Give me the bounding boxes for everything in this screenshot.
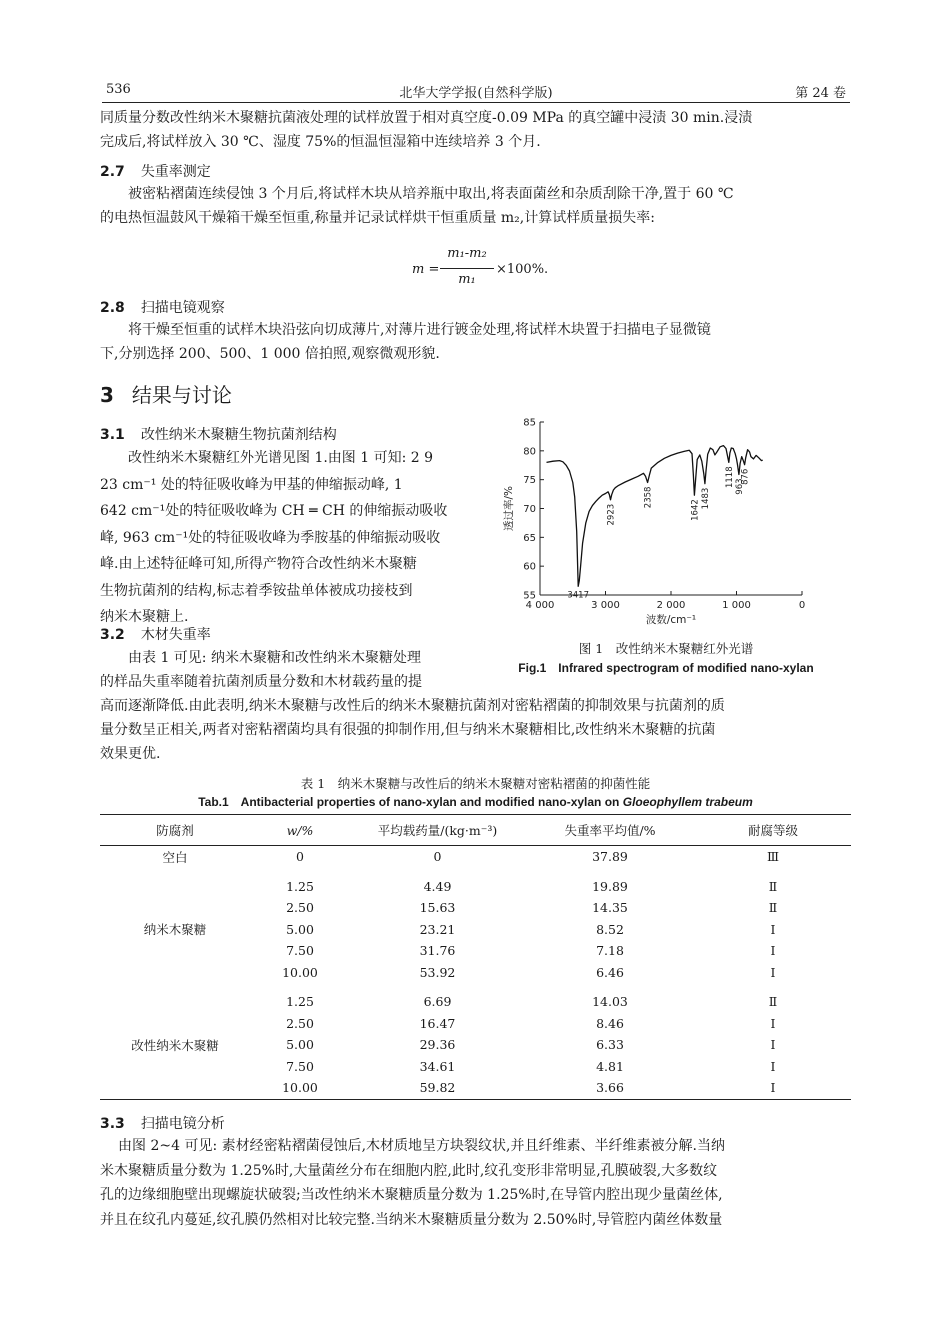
cell: 19.89: [592, 878, 628, 894]
col-header-loading: 平均载药量/(kg·m⁻³): [350, 815, 525, 846]
cell: 15.63: [419, 900, 456, 916]
section-number: 2.8: [100, 300, 125, 316]
table-row: [100, 991, 851, 1013]
section-title: 改性纳米木聚糖生物抗菌剂结构: [140, 427, 337, 443]
cell: Ⅰ: [770, 964, 776, 980]
section-heading-3-2: [100, 624, 211, 644]
section-number: 3.1: [100, 427, 125, 443]
text-line: 由表 1 可见: 纳米木聚糖和改性纳米木聚糖处理: [128, 650, 421, 666]
y-tick-label: 80: [523, 446, 536, 458]
section-number: 2.7: [100, 164, 125, 180]
fraction-bar: [440, 268, 494, 269]
cell: 5.00: [286, 921, 314, 937]
volume-label: 第 24 卷: [795, 86, 846, 101]
text-line: 的样品失重率随着抗菌剂质量分数和木材载药量的提: [100, 674, 422, 690]
cell: 8.46: [596, 1015, 624, 1031]
peak-label: 963: [734, 478, 745, 495]
group-label-nano: 纳米木聚糖: [143, 922, 207, 938]
peak-label: 1118: [724, 466, 735, 489]
y-tick-label: 85: [523, 417, 536, 429]
cell: 59.82: [419, 1080, 456, 1096]
text-line: 改性纳米木聚糖红外光谱见图 1.由图 1 可知: 2 9: [128, 450, 434, 466]
paragraph-3-2-narrow: [100, 646, 492, 694]
intro-paragraph: [100, 106, 852, 154]
section-heading-3: [100, 379, 232, 408]
paragraph-3-3: [100, 1134, 852, 1232]
x-tick-label: 4 000: [525, 600, 555, 611]
section-title: 木材失重率: [140, 627, 211, 643]
cell: 1.25: [286, 994, 314, 1010]
ir-spectrum-chart: [496, 410, 836, 642]
section-heading-3-3: [100, 1113, 225, 1133]
peak-label: 3417: [567, 590, 590, 601]
section-title: 扫描电镜分析: [140, 1116, 225, 1132]
peak-label: 2923: [606, 503, 617, 526]
x-tick-label: 0: [798, 600, 806, 611]
cell: 7.50: [286, 943, 314, 959]
cell: Ⅲ: [766, 849, 780, 865]
y-tick-label: 65: [523, 532, 536, 544]
peak-label: 876: [740, 468, 751, 485]
col-header-preservative: 防腐剂: [100, 815, 250, 846]
section-number: 3.3: [100, 1116, 125, 1132]
cell: 14.35: [592, 900, 628, 916]
text-line: 完成后,将试样放入 30 ℃、湿度 75%的恒温恒湿箱中连续培养 3 个月.: [100, 134, 541, 150]
text-line: 被密粘褶菌连续侵蚀 3 个月后,将试样木块从培养瓶中取出,将表面菌丝和杂质刮除干净,置于 60 ℃: [128, 186, 734, 202]
text-line: 23 cm⁻¹ 处的特征吸收峰为甲基的伸缩振动峰, 1: [100, 476, 403, 493]
x-axis-label: 波数/cm⁻¹: [645, 614, 697, 626]
x-tick-label: 1 000: [722, 600, 751, 611]
text-line: 将干燥至恒重的试样木块沿弦向切成薄片,对薄片进行镀金处理,将试样木块置于扫描电子显微镜: [128, 322, 711, 338]
y-tick-label: 60: [523, 561, 536, 573]
section-title: 扫描电镜观察: [140, 300, 225, 316]
cell: 1.25: [286, 878, 314, 894]
paragraph-2-7: [100, 182, 852, 230]
text-line: 峰.由上述特征峰可知,所得产物符合改性纳米木聚糖: [100, 556, 417, 572]
text-line: 生物抗菌剂的结构,标志着季铵盐单体被成功接枝到: [100, 582, 413, 599]
table-1: [100, 814, 851, 1100]
cell: 4.49: [423, 878, 452, 894]
cell: Ⅰ: [770, 1058, 776, 1074]
peak-label: 2358: [643, 486, 654, 509]
cell: Ⅱ: [768, 994, 778, 1010]
y-tick-label: 70: [523, 504, 536, 515]
formula-rhs: ×100%.: [496, 262, 549, 277]
section-number: 3.2: [100, 627, 125, 643]
cell: Ⅰ: [770, 1037, 776, 1053]
text-line: 量分数呈正相关,两者对密粘褶菌均具有很强的抑制作用,但与纳米木聚糖相比,改性纳米木聚糖的抗菌: [100, 722, 716, 738]
y-axis-label: 透过率/%: [503, 485, 515, 532]
cell: 16.47: [419, 1015, 456, 1031]
page-number: 536: [106, 82, 131, 97]
cell: Ⅱ: [768, 878, 778, 894]
section-heading-2-7: [100, 161, 211, 181]
section-number: 3: [100, 383, 114, 407]
text-line: 同质量分数改性纳米木聚糖抗菌液处理的试样放置于相对真空度-0.09 MPa 的真空罐中浸渍 30 min.浸渍: [100, 110, 753, 126]
journal-title: 北华大学学报(自然科学版): [399, 86, 553, 101]
col-header-grade: 耐腐等级: [695, 815, 851, 846]
cell: Ⅰ: [770, 943, 776, 959]
paragraph-2-8: [100, 318, 852, 366]
text-line: 642 cm⁻¹处的特征吸收峰为 CH ═ CH 的伸缩振动吸收: [100, 503, 448, 519]
text-line: 高而逐渐降低.由此表明,纳米木聚糖与改性后的纳米木聚糖抗菌剂对密粘褶菌的抑制效果与抗菌剂的质: [100, 698, 725, 714]
cell: Ⅰ: [770, 1080, 776, 1096]
formula-denominator: m₁: [458, 272, 476, 287]
cell: 37.89: [592, 849, 628, 865]
cell: 2.50: [286, 1015, 314, 1031]
cell: 6.46: [596, 964, 624, 980]
table-caption-en-text: Tab.1 Antibacterial properties of nano-xylan and modified nano-xylan on: [198, 795, 623, 809]
running-header: [102, 80, 850, 103]
text-line: 效果更优.: [100, 746, 161, 762]
x-tick-label: 2 000: [656, 600, 686, 611]
formula-numerator: m₁-m₂: [447, 246, 487, 261]
x-tick-label: 3 000: [591, 600, 620, 611]
table-row: [100, 846, 851, 868]
text-line: 米木聚糖质量分数为 1.25%时,大量菌丝分布在细胞内腔,此时,纹孔变形非常明显,孔膜破裂,大多数纹: [100, 1162, 718, 1179]
cell: 23.21: [419, 921, 456, 937]
cell: 34.61: [419, 1058, 456, 1074]
text-line: 纳米木聚糖上.: [100, 609, 189, 625]
formula-lhs: m =: [412, 262, 440, 277]
cell: Ⅰ: [770, 921, 776, 937]
text-line: 孔的边缘细胞壁出现螺旋状破裂;当改性纳米木聚糖质量分数为 1.25%时,在导管内腔出现少量菌丝体,: [100, 1187, 723, 1203]
paragraph-3-1: [100, 445, 492, 631]
figure-caption-cn: 图 1 改性纳米木聚糖红外光谱: [578, 641, 754, 656]
text-line: 峰, 963 cm⁻¹处的特征吸收峰为季胺基的伸缩振动吸收: [100, 529, 441, 546]
y-tick-label: 55: [523, 590, 536, 602]
text-line: 由图 2~4 可见: 素材经密粘褶菌侵蚀后,木材质地呈方块裂纹状,并且纤维素、半纤维素被分解.当纳: [118, 1138, 725, 1154]
section-heading-3-1: [100, 424, 337, 444]
group-label-modified: 改性纳米木聚糖: [131, 1037, 219, 1053]
group-label-blank: 空白: [162, 849, 188, 865]
section-title: 结果与讨论: [131, 383, 232, 407]
cell: 4.81: [596, 1058, 624, 1074]
cell: Ⅱ: [768, 900, 778, 916]
table-caption-species: Gloeophyllem trabeum: [622, 795, 753, 809]
cell: 6.33: [596, 1037, 624, 1053]
cell: 6.69: [423, 994, 452, 1010]
col-header-weight-loss: 失重率平均值/%: [525, 815, 695, 846]
cell: 8.52: [596, 921, 624, 937]
table-row: [100, 876, 851, 898]
cell: 2.50: [286, 900, 314, 916]
cell: 3.66: [596, 1080, 624, 1096]
text-line: 的电热恒温鼓风干燥箱干燥至恒重,称量并记录试样烘干恒重质量 m₂,计算试样质量损失率:: [100, 210, 655, 226]
cell: 7.18: [596, 943, 624, 959]
section-title: 失重率测定: [140, 164, 211, 180]
table-caption-en: [100, 793, 851, 810]
y-tick-label: 75: [523, 475, 536, 487]
table-header-row: [100, 815, 851, 846]
figure-caption-en: Fig.1 Infrared spectrogram of modified nano-xylan: [518, 661, 814, 675]
cell: 10.00: [282, 1080, 318, 1096]
text-line: 并且在纹孔内蔓延,纹孔膜仍然相对比较完整.当纳米木聚糖质量分数为 2.50%时,导管腔内菌丝体数量: [100, 1211, 723, 1228]
cell: 0: [296, 849, 304, 865]
peak-label: 1642: [690, 499, 701, 521]
cell: 0: [433, 849, 442, 865]
cell: 7.50: [286, 1058, 314, 1074]
col-header-w: w/%: [250, 815, 350, 846]
table-caption-cn: 表 1 纳米木聚糖与改性后的纳米木聚糖对密粘褶菌的抑菌性能: [300, 776, 651, 791]
text-line: 下,分别选择 200、500、1 000 倍拍照,观察微观形貌.: [100, 346, 440, 362]
cell: 14.03: [592, 994, 628, 1010]
peak-label: 1483: [700, 487, 711, 510]
section-heading-2-8: [100, 297, 225, 317]
cell: Ⅰ: [770, 1015, 776, 1031]
cell: 10.00: [282, 964, 318, 980]
paragraph-3-2-wide: [100, 694, 852, 766]
cell: 53.92: [419, 964, 456, 980]
cell: 5.00: [286, 1037, 314, 1053]
cell: 31.76: [419, 943, 456, 959]
cell: 29.36: [419, 1037, 456, 1053]
